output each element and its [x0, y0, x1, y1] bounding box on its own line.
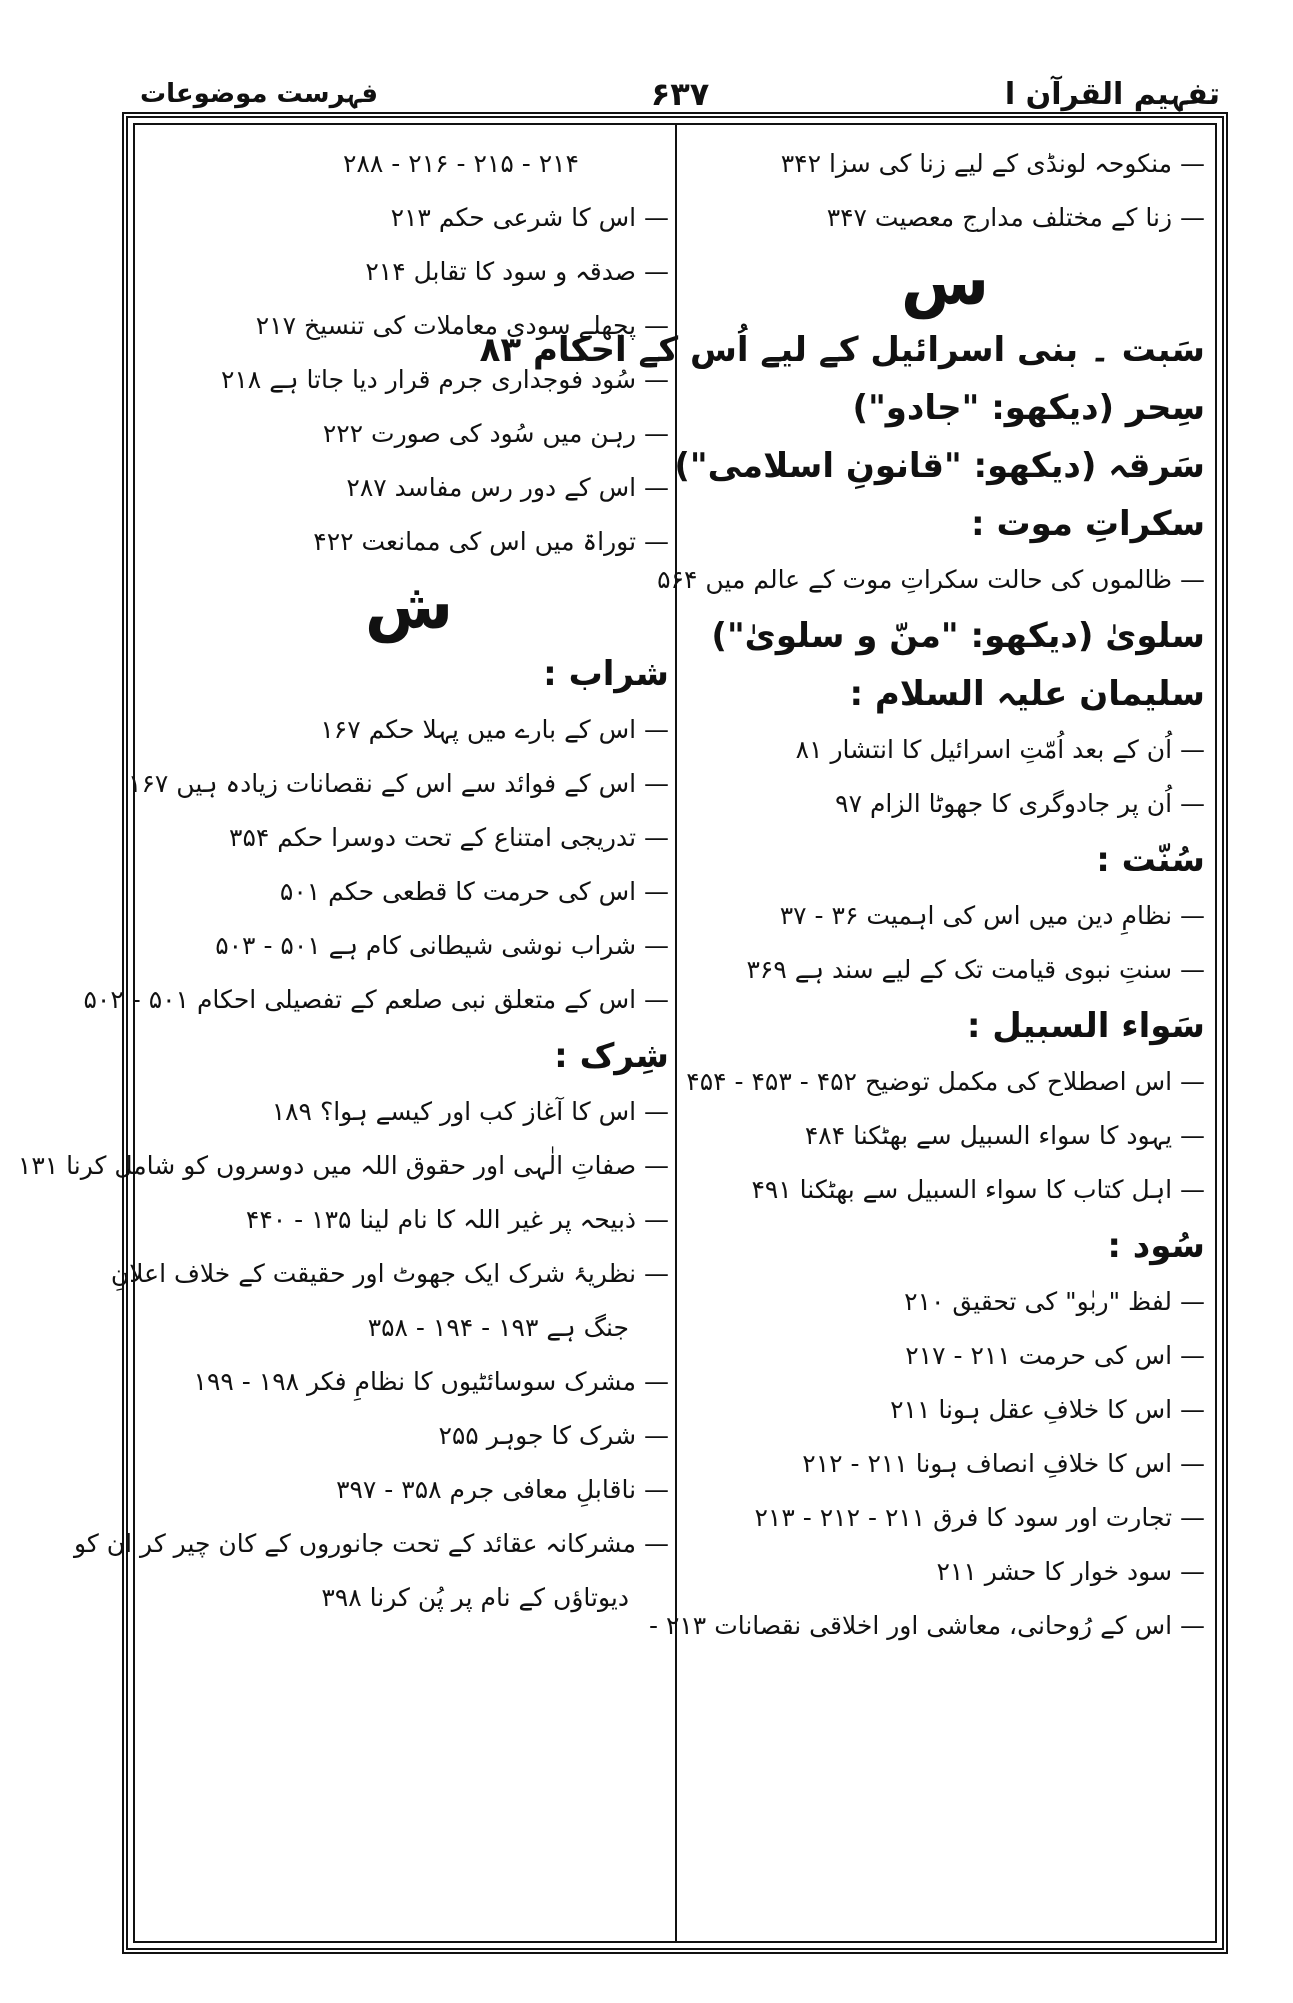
index-entry-head: سُود : [1107, 1226, 1205, 1266]
index-entry-sub: — اس کے رُوحانی، معاشی اور اخلاقی نقصانات ۲۱۳ - [685, 1599, 1205, 1653]
index-entry-head: سَواء السبیل : [966, 1006, 1205, 1046]
index-entry-sub: — منکوحہ لونڈی کے لیے زنا کی سزا ۳۴۲ [685, 137, 1205, 191]
index-entry-sub: — صدقہ و سود کا تقابل ۲۱۴ [149, 245, 669, 299]
index-entry-sub: — اس کا خلافِ انصاف ہونا ۲۱۱ - ۲۱۲ [685, 1437, 1205, 1491]
index-entry-head: سُنّت : [1096, 840, 1205, 880]
page-header [140, 70, 1220, 118]
index-entry-sub: — رہن میں سُود کی صورت ۲۲۲ [149, 407, 669, 461]
index-entry-cont: جنگ ہے ۱۹۳ - ۱۹۴ - ۳۵۸ [367, 1313, 629, 1342]
index-entry-sub: — یہود کا سواء السبیل سے بھٹکنا ۴۸۴ [685, 1109, 1205, 1163]
index-entry-sub: — پچھلے سودی معاملات کی تنسیخ ۲۱۷ [149, 299, 669, 353]
index-entry-sub: — ناقابلِ معافی جرم ۳۵۸ - ۳۹۷ [149, 1463, 669, 1517]
index-entry-sub: — مشرکانہ عقائد کے تحت جانوروں کے کان چیر کر ان کو [149, 1517, 669, 1571]
index-entry-sub: — ظالموں کی حالت سکراتِ موت کے عالم میں ۵۶۴ [685, 553, 1205, 607]
index-entry-head: سَرقہ (دیکھو: "قانونِ اسلامی") [674, 446, 1205, 486]
index-entry-head: سکراتِ موت : [971, 504, 1205, 544]
index-entry-sub: — اس کا آغاز کب اور کیسے ہوا؟ ۱۸۹ [149, 1085, 669, 1139]
index-entry-sub: — اس کے بارے میں پہلا حکم ۱۶۷ [149, 703, 669, 757]
book-title: تفہیم القرآن ا [1004, 76, 1220, 112]
index-inner-border [17, 123, 1217, 1943]
index-entry-sub: — سود خوار کا حشر ۲۱۱ [685, 1545, 1205, 1599]
index-entry-head: سلیمان علیہ السلام : [849, 674, 1205, 714]
index-entry-sub: — توراۃ میں اس کی ممانعت ۴۲۲ [149, 515, 669, 569]
index-entry-sub: — شرک کا جوہر ۲۵۵ [149, 1409, 669, 1463]
index-entry-sub: — شراب نوشی شیطانی کام ہے ۵۰۱ - ۵۰۳ [149, 919, 669, 973]
index-entry-head: شِرک : [554, 1036, 669, 1076]
index-entry-sub: — تدریجی امتناع کے تحت دوسرا حکم ۳۵۴ [149, 811, 669, 865]
index-entry-sub: — اُن کے بعد اُمّتِ اسرائیل کا انتشار ۸۱ [685, 723, 1205, 777]
index-entry-letter: س [900, 246, 990, 320]
index-entry-head: سلویٰ (دیکھو: "منّ و سلویٰ") [711, 616, 1205, 656]
index-entry-sub: — اس کی حرمت ۲۱۱ - ۲۱۷ [685, 1329, 1205, 1383]
index-entry-sub: — اس کا خلافِ عقل ہونا ۲۱۱ [685, 1383, 1205, 1437]
index-entry-sub: — نظامِ دین میں اس کی اہمیت ۳۶ - ۳۷ [685, 889, 1205, 943]
index-entry-sub: — لفظ "ربٰو" کی تحقیق ۲۱۰ [685, 1275, 1205, 1329]
index-entry-sub: — زنا کے مختلف مدارج معصیت ۳۴۷ [685, 191, 1205, 245]
index-frame [17, 112, 1228, 1954]
index-entry-head: سِحر (دیکھو: "جادو") [852, 388, 1205, 428]
index-entry-letter: ش [364, 570, 454, 644]
section-title: فہرست موضوعات [140, 79, 379, 109]
index-entry-nums: ۲۱۴ - ۲۱۵ - ۲۱۶ - ۲۸۸ [343, 149, 579, 178]
index-entry-sub: — صفاتِ الٰہی اور حقوق اللہ میں دوسروں کو شامل کرنا ۱۳۱ [149, 1139, 669, 1193]
index-entry-sub: — اہل کتاب کا سواء السبیل سے بھٹکنا ۴۹۱ [685, 1163, 1205, 1217]
index-entry-sub: — ذبیحہ پر غیر اللہ کا نام لینا ۱۳۵ - ۴۴۰ [149, 1193, 669, 1247]
index-entry-sub: — سنتِ نبوی قیامت تک کے لیے سند ہے ۳۶۹ [685, 943, 1205, 997]
index-entry-sub: — سُود فوجداری جرم قرار دیا جاتا ہے ۲۱۸ [149, 353, 669, 407]
index-entry-head: شراب : [543, 654, 669, 694]
index-entry-sub: — نظریۂ شرک ایک جھوٹ اور حقیقت کے خلاف اعلانِ [149, 1247, 669, 1301]
index-entry-sub: — اس کے فوائد سے اس کے نقصانات زیادہ ہیں ۱۶۷ [149, 757, 669, 811]
index-entry-sub: — مشرک سوسائٹیوں کا نظامِ فکر ۱۹۸ - ۱۹۹ [149, 1355, 669, 1409]
index-entry-sub: — تجارت اور سود کا فرق ۲۱۱ - ۲۱۲ - ۲۱۳ [685, 1491, 1205, 1545]
index-entry-sub: — اُن پر جادوگری کا جھوٹا الزام ۹۷ [685, 777, 1205, 831]
index-entry-sub: — اس کا شرعی حکم ۲۱۳ [149, 191, 669, 245]
index-entry-sub: — اس کے متعلق نبی صلعم کے تفصیلی احکام ۵۰۱ - ۵۰۲ [149, 973, 669, 1027]
index-entry-sub: — اس کی حرمت کا قطعی حکم ۵۰۱ [149, 865, 669, 919]
column-divider [675, 125, 677, 1941]
index-entry-sub: — اس اصطلاح کی مکمل توضیح ۴۵۲ - ۴۵۳ - ۴۵۴ [685, 1055, 1205, 1109]
page-number: ۶۳۷ [650, 75, 710, 113]
index-entry-cont: دیوتاؤں کے نام پر پُن کرنا ۳۹۸ [321, 1583, 629, 1612]
index-column-left [17, 137, 669, 1625]
index-entry-head: سَبت ۔ بنی اسرائیل کے لیے اُس کے احکام ۸۳ [479, 330, 1205, 370]
index-entry-sub: — اس کے دور رس مفاسد ۲۸۷ [149, 461, 669, 515]
